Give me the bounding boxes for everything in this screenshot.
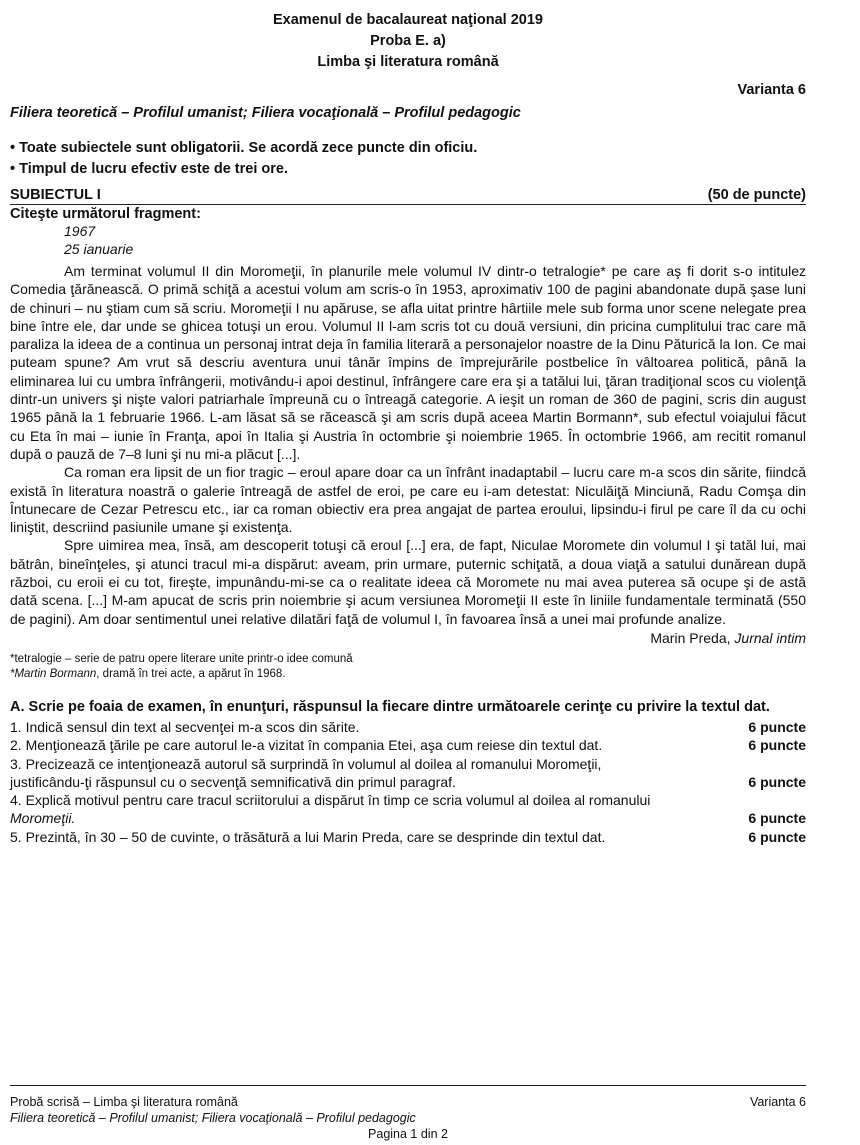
question-4-points: 6 puncte [748,810,806,827]
footnote-1: *tetralogie – serie de patru opere literare unite printr-o idee comună [10,652,353,665]
fragment-paragraph-1: Am terminat volumul II din Moromeţii, în planurile mele volumul IV dintr-o tetralogie* pe care aş fi dorit s-o intitulez Comedia ţărănească. O primă schiţă a acestui volum am scris-o în 1953, aproximativ 100 de pagini abandonate după şase luni de chinuri – nu ştiam cum să scriu. Moromeţii I nu apăruse, se afla uitat printre hârtiile mele sub forma unor scene nelegate prea bine între ele, dar unde se ghicea totuşi un erou. Volumul II l-am scris tot cu două versiuni, din pricina cumplitului trac care mă paraliza la ideea de a continua un personaj intrat deja în familia literară a personajelor noastre de la Dinu Păturică la Ion. Ce mai puteam spune? Am vrut să descriu aventura unui tânăr împins de împrejurările postbelice în vâltoarea politică, până la eliminarea lui cu umbra înfrângerii, motivându-i apoi destinul, înfrângere care era şi a tatălui lui, ţăran tradiţional scos cu violenţă dintr-un univers şi nişte valori patriarhale împreună cu o întreagă categorie. A ieşit un roman de 360 de pagini, scris din august 1965 până la 1 februarie 1966. L-am lăsat să se răcească şi am scris după aceea Martin Bormann*, sub efectul voiajului făcut cu Eta în mai – iunie în Franţa, apoi în Italia şi Austria în octombrie şi noiembrie 1965. În octombrie 1966, am recitit romanul după o pauză de 7–8 luni şi nu mi-a plăcut [...]. [10,263,806,462]
question-4-text-b: Moromeţii. [10,810,76,827]
read-instruction: Citeşte următorul fragment: [10,206,201,222]
rules-list [10,138,806,180]
question-4-text-a: 4. Explică motivul pentru care tracul scriitorului a dispărut în timp ce scria volumul al doilea al romanului [10,792,651,809]
exam-proba: Proba E. a) [370,33,446,49]
question-3-points: 6 puncte [748,773,806,790]
question-2 [10,736,806,754]
question-1 [10,718,806,736]
question-3-text-a: 3. Precizează ce intenţionează autorul să surprindă în volumul al doilea al romanului Moromeţii, [10,755,602,772]
rule-item: • Toate subiectele sunt obligatorii. Se acordă zece puncte din oficiu. [10,140,478,156]
footnote-2-rest: , dramă în trei acte, a apărut în 1968. [96,667,286,680]
question-1-points: 6 puncte [748,718,806,735]
source-author: Marin Preda, [650,629,735,646]
question-5-text: 5. Prezintă, în 30 – 50 de cuvinte, o trăsătură a lui Marin Preda, care se desprinde din textul dat. [10,828,606,845]
footnote-2 [10,667,806,682]
variant-label: Varianta 6 [737,82,806,98]
subject-title: SUBIECTUL I [10,187,101,203]
fragment-paragraph-2: Ca roman era lipsit de un fior tragic – eroul apare doar ca un înfrânt inadaptabil – lucru care m-a scos din sărite, fiindcă există în literatura noastră o galerie întreagă de astfel de eroi, pe care eu i-am detestat: Niculăiţă Minciună, Radu Comşa din Întunecare de Cezar Petrescu etc., iar ca roman obiectiv era prea angajat de partea eroului, lipsindu-i firul pe care îl da cu ochi liniştit, descriind pasiunile umane şi existenţa. [10,464,806,536]
question-1-text: 1. Indică sensul din text al secvenţei m-a scos din sărite. [10,718,360,735]
exam-title: Examenul de bacalaureat naţional 2019 [273,12,543,28]
questions-list [10,718,806,846]
fragment-paragraph-3: Spre uimirea mea, însă, am descoperit totuşi că eroul [...] era, de fapt, Niculae Moromete din volumul I şi tatăl lui, mai bătrân, bineînţeles, şi atunci tracul mi-a dispărut: aveam, prin urmare, puternic schiţată, a doua viaţă a satului dunărean după război, cu eroii ei cu tot, fireşte, impunându-mi-se ca o realitate ideea că Moromete nu mai avea puterea să ocupe şi de astă dată scena. [...] M-am apucat de scris prin noiembrie şi acum versiunea Moromeţii II este în liniile fundamentale terminată (550 de pagini). Am doar sentimentul unei relative dilatări faţă de volumul I, în favoarea însă a unei mai profunde analize. [10,537,806,627]
footnotes [10,652,806,682]
subject-heading [10,187,806,205]
source-work: Jurnal intim [734,629,806,646]
rule-item: • Timpul de lucru efectiv este de trei ore. [10,161,288,177]
footer-variant: Varianta 6 [749,1095,806,1109]
exam-subject-name: Limba şi literatura română [317,54,499,70]
fragment-year: 1967 [64,223,96,239]
question-3-text-b: justificându-ţi răspunsul cu o secvenţă semnificativă din primul paragraf. [10,773,456,790]
exam-page [10,0,806,1145]
question-3 [10,755,806,792]
footer-page-number: Pagina 1 din 2 [368,1127,448,1141]
page-footer [10,1085,806,1142]
footnote-2-title: *Martin Bormann [10,667,97,680]
fragment-source [10,630,806,646]
footer-track: Filiera teoretică – Profilul umanist; Filiera vocaţională – Profilul pedagogic [10,1111,416,1125]
question-2-text: 2. Menţionează ţările pe care autorul le-a vizitat în compania Etei, aşa cum reiese din textul dat. [10,737,603,754]
question-2-points: 6 puncte [748,737,806,754]
question-5-points: 6 puncte [748,828,806,845]
track-label: Filiera teoretică – Profilul umanist; Filiera vocaţională – Profilul pedagogic [10,105,521,121]
fragment-text [10,262,806,628]
section-a-instruction: A. Scrie pe foaia de examen, în enunţuri, răspunsul la fiecare dintre următoarele cerinţe cu privire la textul dat. [10,698,770,715]
fragment-day: 25 ianuarie [64,241,134,257]
question-4 [10,791,806,828]
question-5 [10,828,806,846]
footer-exam: Probă scrisă – Limba şi literatura română [10,1095,238,1109]
subject-points: (50 de puncte) [707,187,806,203]
